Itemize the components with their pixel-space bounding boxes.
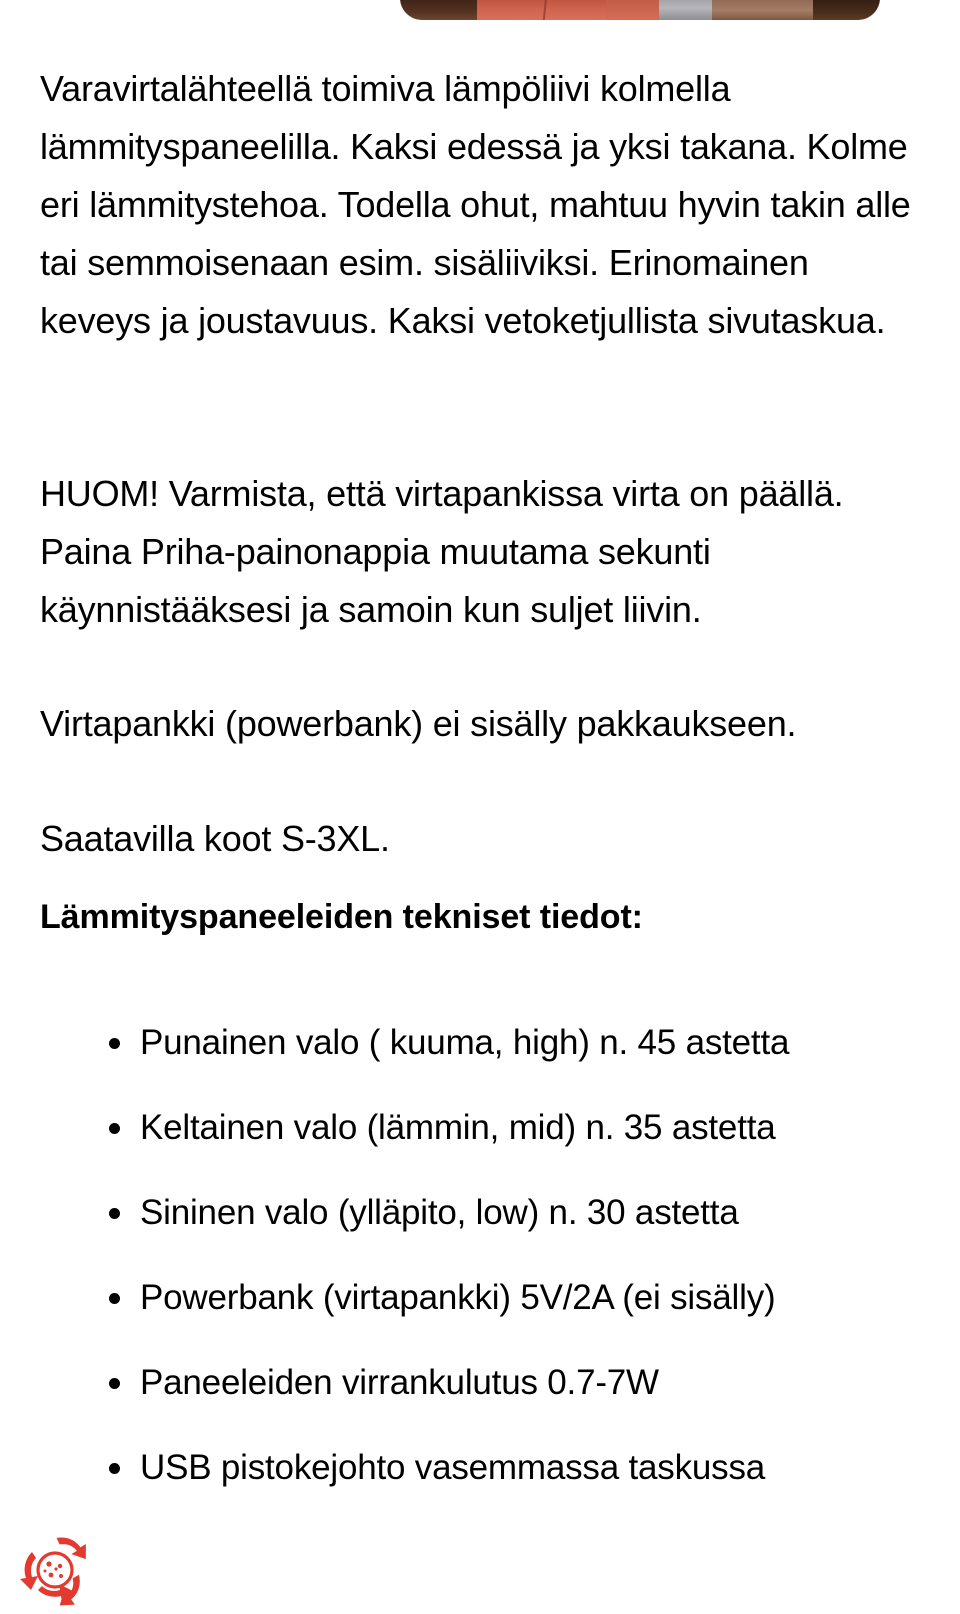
description-paragraph-3: Virtapankki (powerbank) ei sisälly pakkaukseen. — [40, 703, 797, 744]
description-paragraph-2: HUOM! Varmista, että virtapankissa virta on päällä. Paina Priha-painonappia muutama sekunti käynnistääksesi ja samoin kun suljet liivin. — [40, 473, 844, 630]
logo-center-disc — [38, 1553, 72, 1587]
specs-list — [0, 1000, 960, 1510]
list-item-label: Sininen valo (ylläpito, low) n. 30 astetta — [140, 1193, 739, 1232]
photo-segment-red-right — [606, 0, 664, 20]
list-item — [140, 1000, 960, 1085]
photo-segment-grey-fabric — [659, 0, 717, 20]
specs-heading: Lämmityspaneeleiden tekniset tiedot: — [40, 898, 643, 936]
description-paragraph-1: Varavirtalähteellä toimiva lämpöliivi kolmella lämmityspaneelilla. Kaksi edessä ja yksi takana. Kolme eri lämmitystehoa. Todella ohut, mahtuu hyvin takin alle tai semmoisenaan esim. sisäliiviksi. Erinomainen keveys ja joustavuus. Kaksi vetoketjullista sivutaskua. — [40, 68, 911, 341]
description-paragraph-4: Saatavilla koot S-3XL. — [40, 818, 390, 859]
photo-segment-dark-right — [813, 0, 880, 20]
bullet-point-icon — [109, 1038, 120, 1049]
list-item-label: Keltainen valo (lämmin, mid) n. 35 astetta — [140, 1108, 776, 1147]
bullet-point-icon — [109, 1123, 120, 1134]
product-photo-crop — [400, 0, 880, 20]
list-item-label: Powerbank (virtapankki) 5V/2A (ei sisälly) — [140, 1278, 776, 1317]
bullet-point-icon — [109, 1378, 120, 1389]
list-item — [140, 1085, 960, 1170]
photo-segment-skin-tone — [712, 0, 818, 20]
bullet-point-icon — [109, 1463, 120, 1474]
list-item — [140, 1170, 960, 1255]
list-item — [140, 1255, 960, 1340]
photo-segment-dark-left — [400, 0, 486, 20]
list-item-label: USB pistokejohto vasemmassa taskussa — [140, 1448, 766, 1487]
bullet-point-icon — [109, 1208, 120, 1219]
list-item-label: Paneeleiden virrankulutus 0.7-7W — [140, 1363, 659, 1402]
bullet-point-icon — [109, 1293, 120, 1304]
list-item — [140, 1340, 960, 1425]
recycle-arrows-logo — [12, 1528, 98, 1612]
list-item-label: Punainen valo ( kuuma, high) n. 45 astetta — [140, 1023, 790, 1062]
list-item — [140, 1425, 960, 1510]
